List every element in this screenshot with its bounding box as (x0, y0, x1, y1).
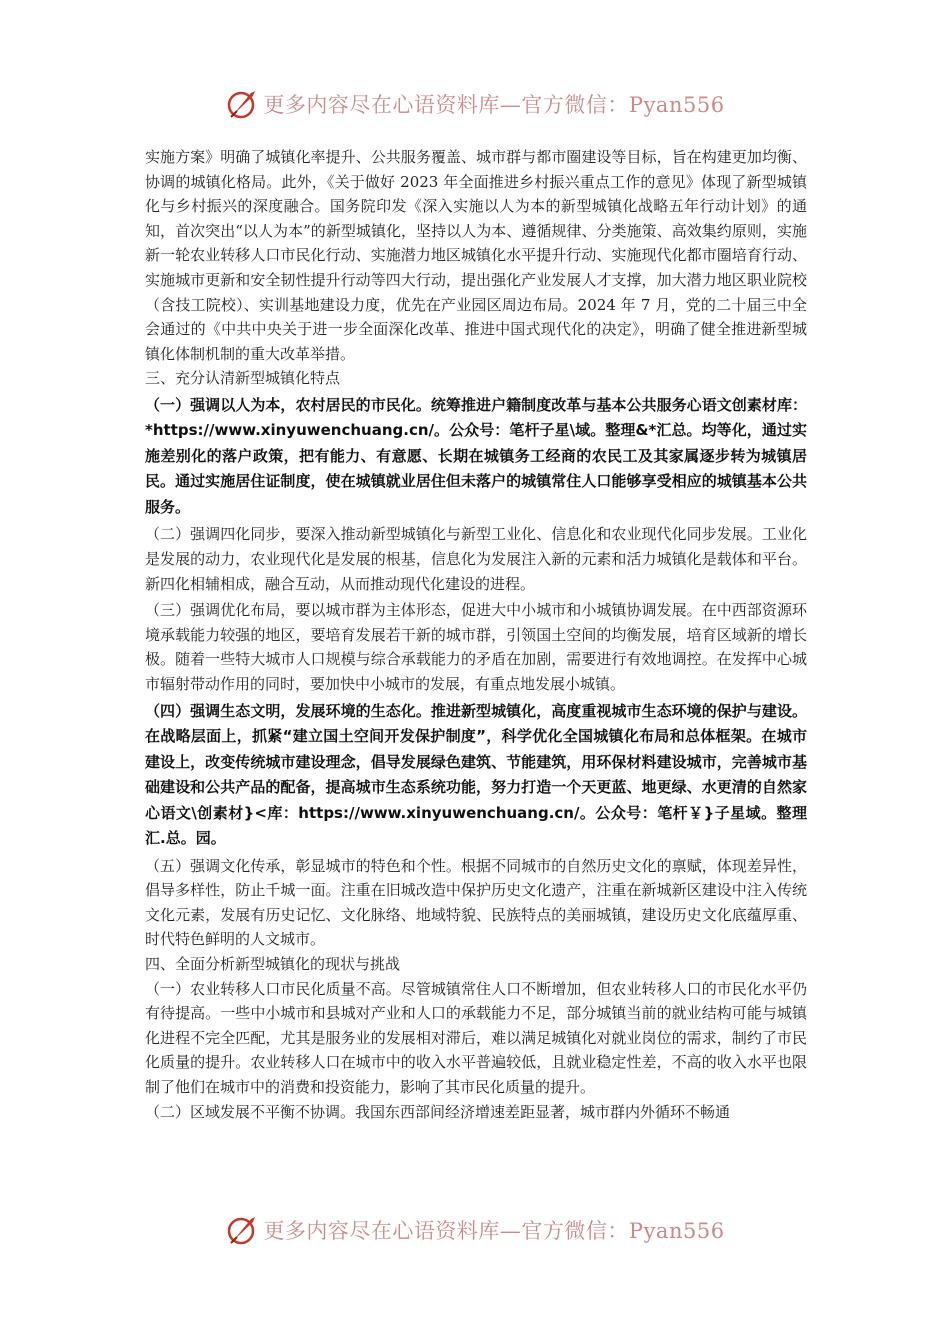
paragraph: （一）农业转移人口市民化质量不高。尽管城镇常住人口不断增加，但农业转移人口的市民化水平仍有待提高。一些中小城市和县城对产业和人口的承载能力不足，部分城镇当前的就业结构可能与城镇化进程不完全匹配，尤其是服务业的发展相对滞后，难以满足城镇化对就业岗位的需求，制约了市民化质量的提升。农业转移人口在城市中的收入水平普遍较低，且就业稳定性差，不高的收入水平也限制了他们在城市中的消费和投资能力，影响了其市民化质量的提升。 (145, 979, 807, 1096)
document-body (145, 145, 807, 1124)
paragraph: （五）强调文化传承，彰显城市的特色和个性。根据不同城市的自然历史文化的禀赋，体现差异性，倡导多样性，防止千城一面。注重在旧城改造中保护历史文化遗产，注重在新城新区建设中注入传统文化元素，发展有历史记忆、文化脉络、地域特貌、民族特点的美丽城镇，建设历史文化底蕴厚重、时代特色鲜明的人文城市。 (145, 856, 807, 949)
footer-banner (0, 1210, 950, 1250)
paragraph: （二）区域发展不平衡不协调。我国东西部间经济增速差距显著，城市群内外循环不畅通 (145, 1102, 731, 1121)
quill-pen-logo-icon (225, 1213, 259, 1247)
banner-text: 更多内容尽在心语资料库—官方微信：Pyan556 (263, 93, 725, 117)
quill-pen-logo-icon (225, 87, 259, 121)
banner-text: 更多内容尽在心语资料库—官方微信：Pyan556 (263, 1219, 725, 1243)
section-heading: 三、充分认清新型城镇化特点 (145, 369, 341, 388)
paragraph: 实施方案》明确了城镇化率提升、公共服务覆盖、城市群与都市圈建设等目标，旨在构建更加均衡、协调的城镇化格局。此外，《关于做好 2023 年全面推进乡村振兴重点工作的意见》体现了新型城镇化与乡村振兴的深度融合。国务院印发《深入实施以人为本的新型城镇化战略五年行动计划》的通知，首次突出“以人为本”的新型城镇化，坚持以人为本、遵循规律、分类施策、高效集约原则，实施新一轮农业转移人口市民化行动、实施潜力地区城镇化水平提升行动、实施现代化都市圈培育行动、实施城市更新和安全韧性提升行动等四大行动，提出强化产业发展人才支撑，加大潜力地区职业院校（含技工院校）、实训基地建设力度，优先在产业园区周边布局。2024 年 7 月，党的二十届三中全会通过的《中共中央关于进一步全面深化改革、推进中国式现代化的决定》，明确了健全推进新型城镇化体制机制的重大改革举措。 (145, 148, 807, 363)
paragraph-bold: （一）强调以人为本，农村居民的市民化。统筹推进户籍制度改革与基本公共服务心语文创素材库：*https://www.xinyuwenchuang.cn/。公众号：笔杆子星\域。整理&*汇总。均等化，通过实施差别化的落户政策，把有能力、有意愿、长期在城镇务工经商的农民工及其家属逐步转为城镇居民。通过实施居住证制度，使在城镇就业居住但未落户的城镇常住人口能够享受相应的城镇基本公共服务。 (145, 395, 807, 516)
paragraph: （三）强调优化布局，要以城市群为主体形态，促进大中小城市和小城镇协调发展。在中西部资源环境承载能力较强的地区，要培育发展若干新的城市群，引领国土空间的均衡发展，培育区域新的增长极。随着一些特大城市人口规模与综合承载能力的矛盾在加剧，需要进行有效地调控。在发挥中心城市辐射带动作用的同时，要加快中小城市的发展，有重点地发展小城镇。 (145, 601, 807, 693)
section-heading: 四、全面分析新型城镇化的现状与挑战 (145, 954, 401, 973)
header-banner (0, 84, 950, 124)
paragraph: （二）强调四化同步，要深入推动新型城镇化与新型工业化、信息化和农业现代化同步发展。工业化是发展的动力，农业现代化是发展的根基，信息化为发展注入新的元素和活力城镇化是载体和平台。新四化相辅相成，融合互动，从而推动现代化建设的进程。 (145, 525, 807, 593)
paragraph-bold: （四）强调生态文明，发展环境的生态化。推进新型城镇化，高度重视城市生态环境的保护与建设。在战略层面上，抓紧“建立国土空间开发保护制度”，科学优化全国城镇化布局和总体框架。在城市建设上，改变传统城市建设理念，倡导发展绿色建筑、节能建筑，用环保材料建设城市，完善城市基础建设和公共产品的配备，提高城市生态系统功能，努力打造一个天更蓝、地更绿、水更清的自然家心语文\创素材}<库：https://www.xinyuwenchuang.cn/。公众号：笔杆￥}子星域。整理汇.总。园。 (145, 701, 807, 848)
